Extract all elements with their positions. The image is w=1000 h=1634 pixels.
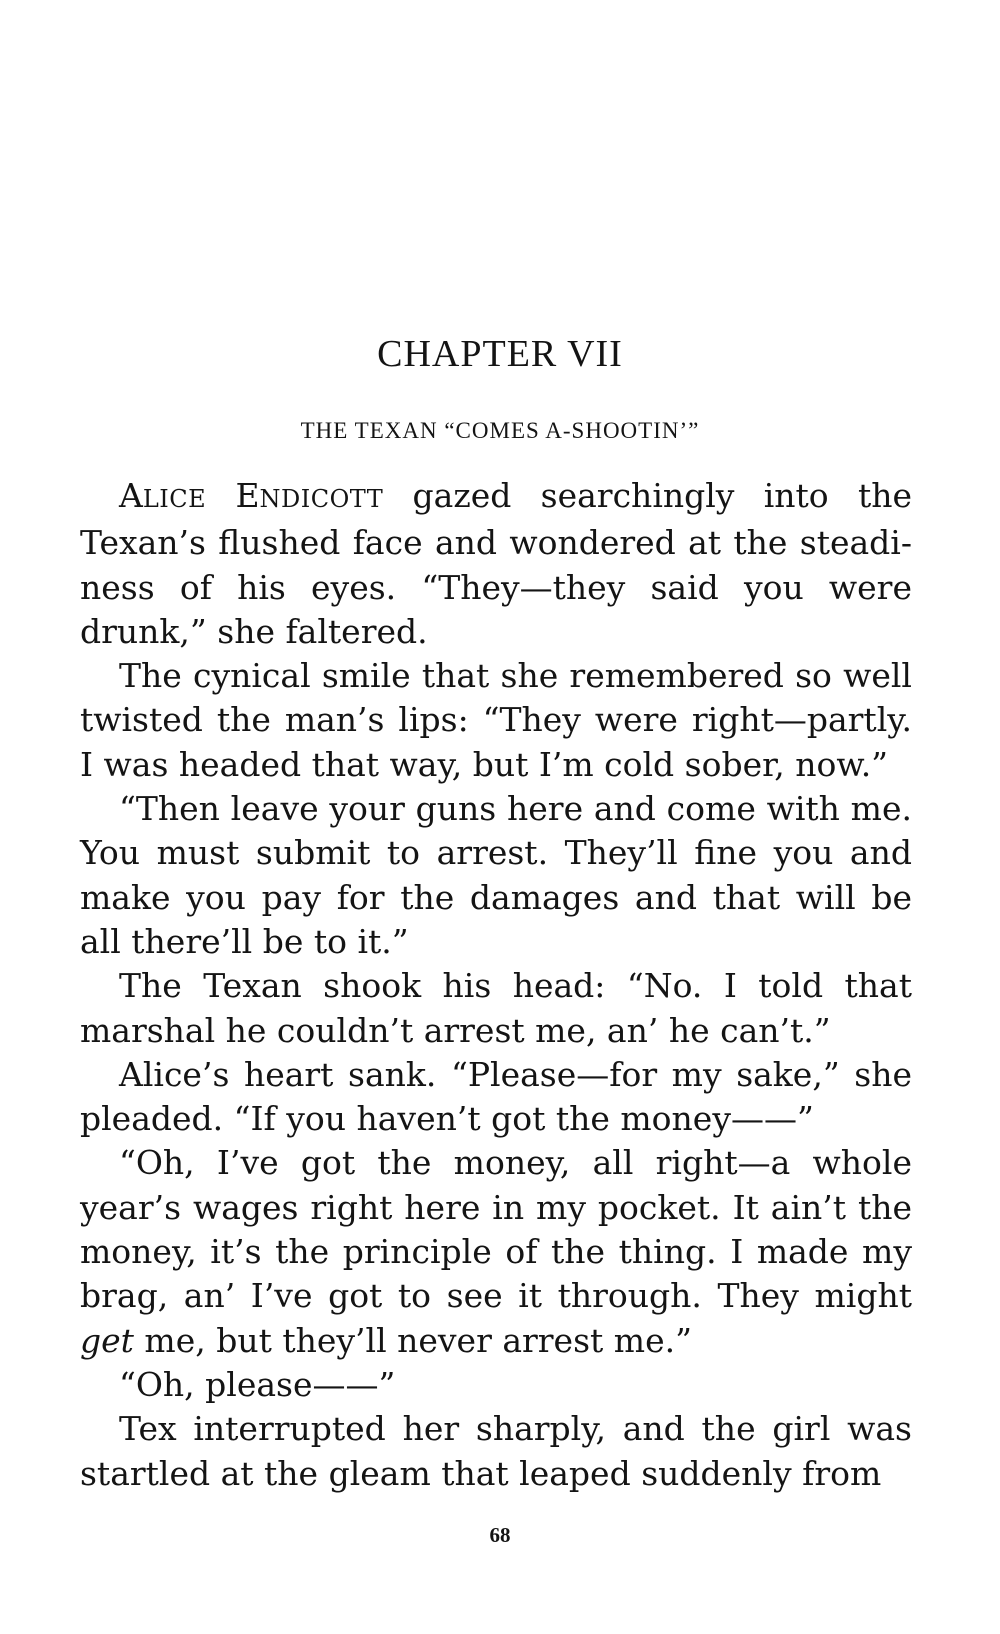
- paragraph-6-text: “Oh, I’ve got the money, all right—a whole year’s wages right here in my pocket. It ain’t the money, it’s the principle of the thing. I made my brag, an’ I’ve got to see it through. They might: [80, 1143, 912, 1316]
- paragraph-4: The Texan shook his head: “No. I told that marshal he couldn’t arrest me, an’ he can’t.”: [80, 966, 912, 1050]
- paragraph-5: Alice’s heart sank. “Please—for my sake,” she pleaded. “If you haven’t got the money——”: [80, 1054, 912, 1139]
- italic-emphasis: get: [80, 1320, 134, 1360]
- small-caps-text: LICE: [142, 485, 207, 513]
- paragraph-2: The cynical smile that she remembered so well twisted the man’s lips: “They were right—partly. I was headed that way, but I’m cold sober, now.”: [80, 656, 912, 784]
- paragraph-1: [80, 474, 912, 654]
- chapter-subtitle: THE TEXAN “COMES A-SHOOTIN’”: [300, 418, 700, 443]
- paragraph-6: [80, 1141, 912, 1362]
- paragraph-8: Tex interrupted her sharply, and the girl was startled at the gleam that leaped suddenly from: [80, 1409, 912, 1493]
- body-text: [80, 474, 912, 1496]
- chapter-title: CHAPTER VII: [377, 333, 623, 375]
- paragraph-3: “Then leave your guns here and come with me. You must submit to arrest. They’ll fine you and make you pay for the damages and that will be all there’ll be to it.”: [80, 789, 912, 961]
- page-number: 68: [489, 1523, 511, 1547]
- paragraph-1-text: gazed searchingly into the Texan’s flushed face and wondered at the steadiness of his eyes. “They—they said you were drunk,” she faltered.: [80, 476, 912, 651]
- paragraph-7: “Oh, please——”: [119, 1364, 396, 1404]
- paragraph-6-text-end: me, but they’ll never arrest me.”: [133, 1320, 692, 1360]
- small-caps-initial: A: [119, 476, 143, 515]
- small-caps-text: NDICOTT: [259, 485, 384, 513]
- small-caps-initial: E: [235, 476, 260, 515]
